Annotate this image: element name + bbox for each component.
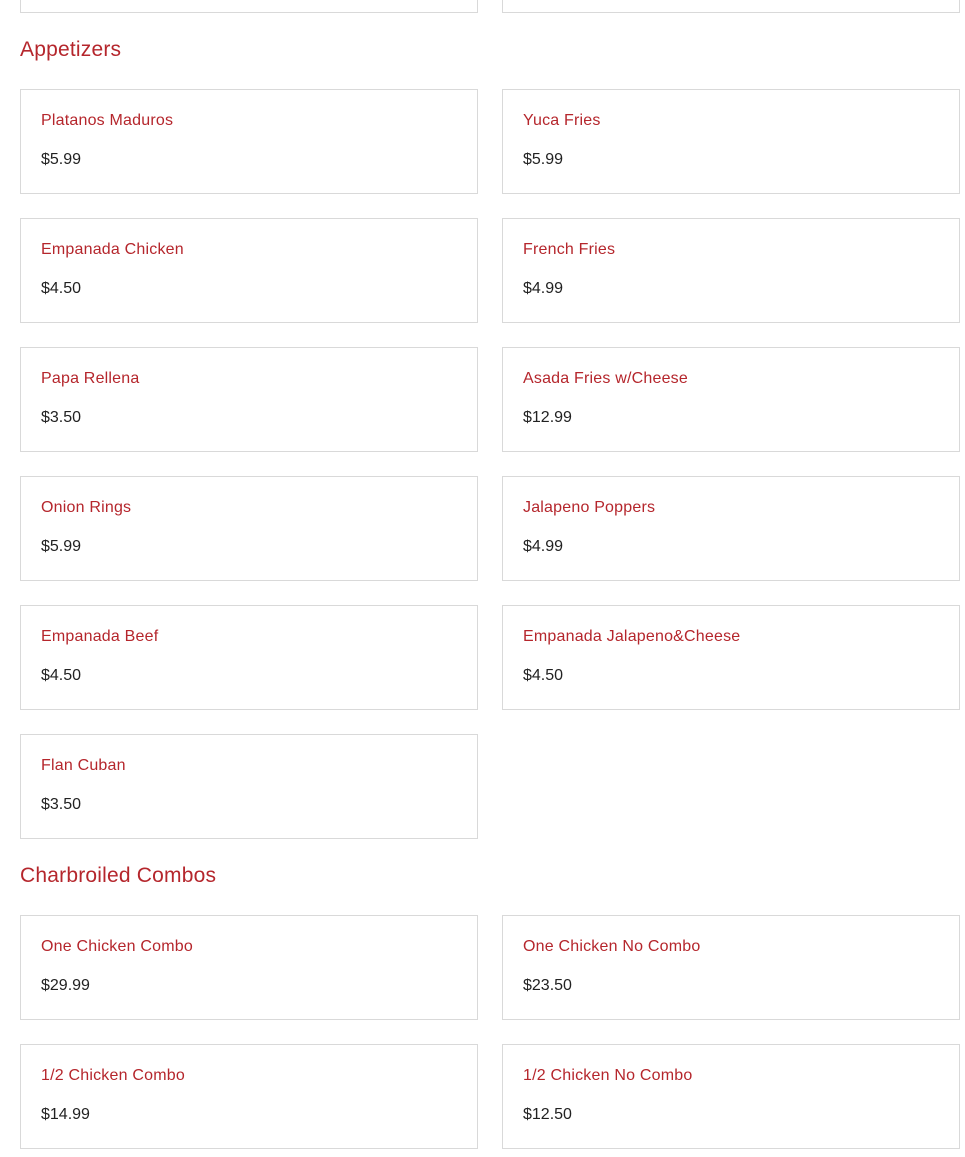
menu-item-price: $4.99 [523,280,564,297]
menu-item-name: Platanos Maduros [41,112,174,129]
menu-item-card[interactable] [20,89,478,194]
menu-item-card[interactable] [502,605,960,710]
menu-item-price: $12.99 [523,409,572,426]
menu-item-name: Jalapeno Poppers [523,499,656,516]
menu-item-price: $4.99 [523,538,564,555]
menu-item-price: $4.50 [41,280,82,297]
menu-item-price: $5.99 [41,538,82,555]
menu-item-card[interactable] [20,476,478,581]
menu-item-card-partial[interactable] [502,0,960,13]
menu-item-price: $29.99 [41,977,90,994]
menu-item-card[interactable] [20,347,478,452]
menu-item-name: 1/2 Chicken No Combo [523,1067,693,1084]
menu-item-price: $14.99 [41,1106,90,1123]
menu-item-card-partial[interactable] [20,0,478,13]
menu-item-card[interactable] [502,1044,960,1149]
menu-item-price: $5.99 [41,151,82,168]
menu-item-price: $23.50 [523,977,572,994]
menu-item-card[interactable] [20,734,478,839]
menu-item-card[interactable] [20,605,478,710]
menu-item-card[interactable] [502,347,960,452]
menu-item-card[interactable] [502,218,960,323]
menu-item-card[interactable] [20,915,478,1020]
menu-item-name: 1/2 Chicken Combo [41,1067,185,1084]
menu-item-name: Onion Rings [41,499,132,516]
menu-item-name: One Chicken Combo [41,938,193,955]
menu-item-name: Empanada Chicken [41,241,184,258]
menu-item-price: $3.50 [41,796,82,813]
menu-item-price: $4.50 [41,667,82,684]
menu-item-card[interactable] [502,915,960,1020]
menu-item-name: French Fries [523,241,616,258]
menu-item-name: Empanada Jalapeno&Cheese [523,628,741,645]
menu-item-name: Flan Cuban [41,757,126,774]
menu-item-price: $3.50 [41,409,82,426]
menu-item-card[interactable] [502,89,960,194]
menu-item-name: Asada Fries w/Cheese [523,370,688,387]
menu-item-name: Papa Rellena [41,370,140,387]
menu-item-card[interactable] [20,218,478,323]
menu-item-price: $12.50 [523,1106,572,1123]
menu-item-card[interactable] [20,1044,478,1149]
section-title-appetizers: Appetizers [20,38,122,61]
menu-item-name: Yuca Fries [523,112,601,129]
menu-item-card[interactable] [502,476,960,581]
section-title-charbroiled-combos: Charbroiled Combos [20,864,217,887]
menu-item-price: $5.99 [523,151,564,168]
menu-item-name: Empanada Beef [41,628,159,645]
menu-item-name: One Chicken No Combo [523,938,701,955]
menu-item-price: $4.50 [523,667,564,684]
